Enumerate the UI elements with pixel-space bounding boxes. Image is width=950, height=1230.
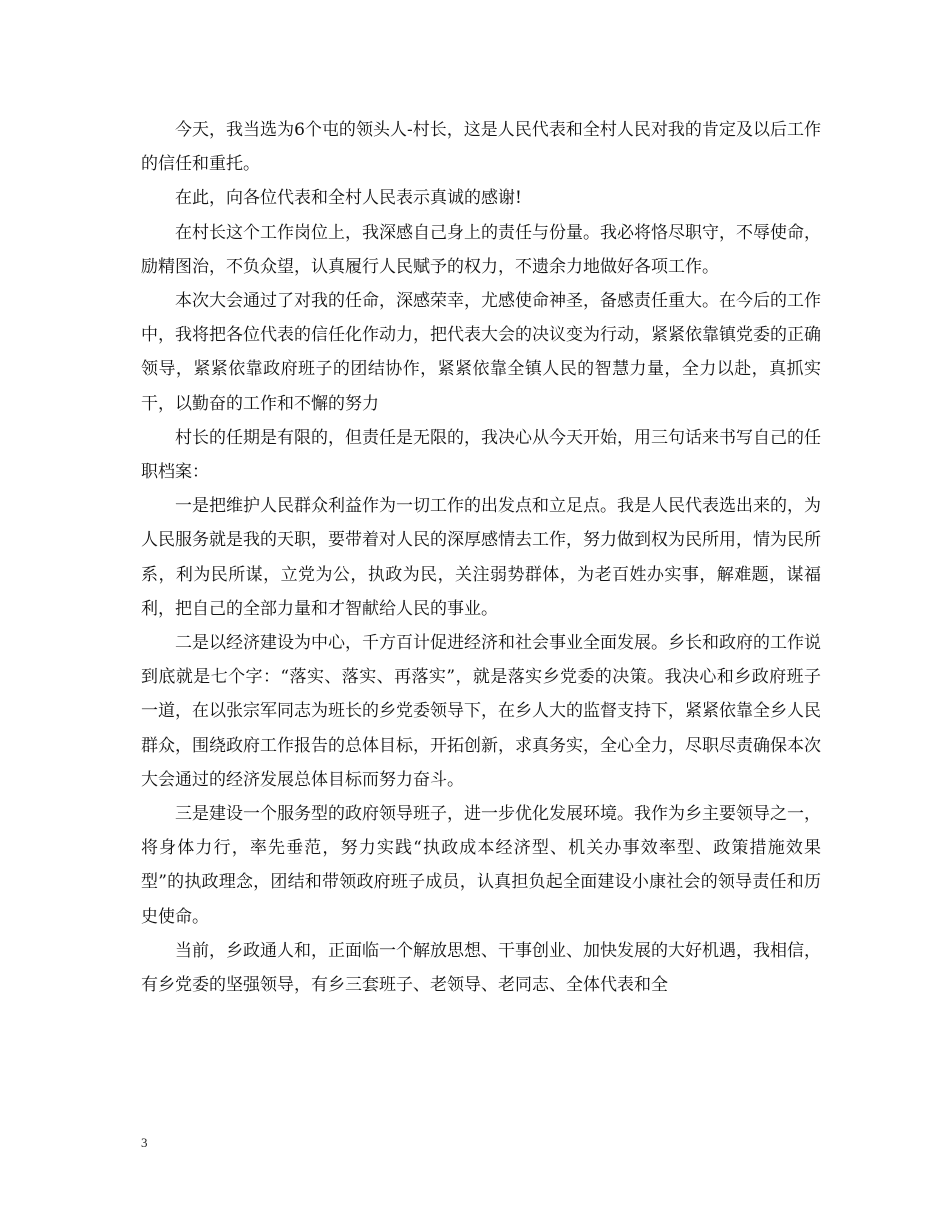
paragraph-4: 本次大会通过了对我的任命，深感荣幸，尤感使命神圣，备感责任重大。在今后的工作中，我将把各位代表的信任化作动力，把代表大会的决议变为行动，紧紧依靠镇党委的正确领导，紧紧依靠政府班子的团结协作，紧紧依靠全镇人民的智慧力量，全力以赴，真抓实干，以勤奋的工作和不懈的努力 (141, 291, 821, 414)
paragraph-2: 在此，向各位代表和全村人民表示真诚的感谢! (175, 188, 522, 209)
paragraph-3: 在村长这个工作岗位上，我深感自己身上的责任与份量。我必将恪尽职守，不辱使命，励精图治，不负众望，认真履行人民赋予的权力，不遗余力地做好各项工作。 (141, 222, 821, 277)
document-body (141, 113, 821, 1002)
paragraph-9: 当前，乡政通人和，正面临一个解放思想、干事创业、加快发展的大好机遇，我相信，有乡党委的坚强领导，有乡三套班子、老领导、老同志、全体代表和全 (141, 940, 821, 996)
page-number: 3 (141, 1135, 148, 1150)
paragraph-7: 二是以经济建设为中心，千方百计促进经济和社会事业全面发展。乡长和政府的工作说到底就是七个字：“落实、落实、再落实”，就是落实乡党委的决策。我决心和乡政府班子一道，在以张宗军同志为班长的乡党委领导下，在乡人大的监督支持下，紧紧依靠全乡人民群众，围绕政府工作报告的总体目标，开拓创新，求真务实，全心全力，尽职尽责确保本次大会通过的经济发展总体目标而努力奋斗。 (141, 633, 821, 790)
paragraph-1: 今天，我当选为6个屯的领头人-村长，这是人民代表和全村人民对我的肯定及以后工作的信任和重托。 (141, 120, 821, 175)
paragraph-5: 村长的任期是有限的，但责任是无限的，我决心从今天开始，用三句话来书写自己的任职档案： (141, 427, 821, 483)
paragraph-6: 一是把维护人民群众利益作为一切工作的出发点和立足点。我是人民代表选出来的，为人民服务就是我的天职，要带着对人民的深厚感情去工作，努力做到权为民所用，情为民所系，利为民所谋，立党为公，执政为民，关注弱势群体，为老百姓办实事，解难题，谋福利，把自己的全部力量和才智献给人民的事业。 (141, 496, 821, 619)
paragraph-8: 三是建设一个服务型的政府领导班子，进一步优化发展环境。我作为乡主要领导之一，将身体力行，率先垂范，努力实践“执政成本经济型、机关办事效率型、政策措施效果型”的执政理念，团结和带领政府班子成员，认真担负起全面建设小康社会的领导责任和历史使命。 (141, 804, 821, 927)
